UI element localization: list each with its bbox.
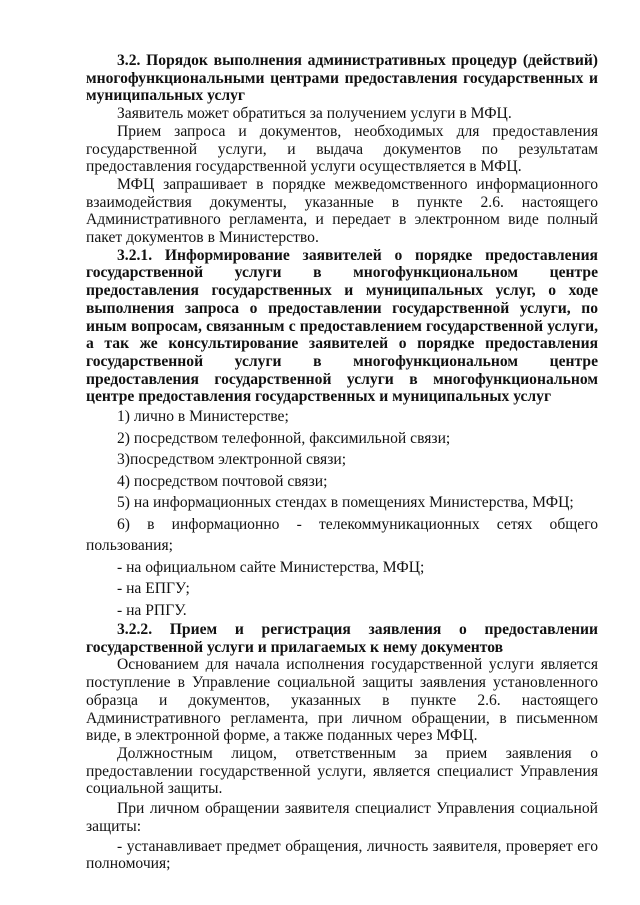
list-item: 6) в информационно - телекоммуникационных сетях общего пользования; xyxy=(86,515,598,555)
section-3-2-2-heading: 3.2.2. Прием и регистрация заявления о предоставлении государственной услуги и прилагаемых к нему документов xyxy=(86,621,598,656)
section-3-2-2-paragraph-1: Основанием для начала исполнения государственной услуги является поступление в Управление социальной защиты заявления установленного образца и документов, указанных в пункте 2.6. настоящего Административного регламента, при личном обращении, в письменном виде, в электронной форме, а также поданных через МФЦ. xyxy=(86,656,598,745)
section-3-2-paragraph-3: МФЦ запрашивает в порядке межведомственного информационного взаимодействия документы, указанные в пункте 2.6. настоящего Административного регламента, и передает в электронном виде полный пакет документов в Министерство. xyxy=(86,175,598,247)
section-3-2-paragraph-2: Прием запроса и документов, необходимых для предоставления государственной услуги, и выдача документов по результатам предоставления государственной услуги осуществляется в МФЦ. xyxy=(86,122,598,176)
list-item: 3)посредством электронной связи; xyxy=(117,451,347,469)
section-3-2-paragraph-1: Заявитель может обратиться за получением услуги в МФЦ. xyxy=(117,105,512,123)
list-item: - на ЕПГУ; xyxy=(117,580,190,598)
document-page xyxy=(86,52,598,873)
list-item: 5) на информационных стендах в помещениях Министерства, МФЦ; xyxy=(117,494,574,512)
section-3-2-heading: 3.2. Порядок выполнения административных процедур (действий) многофункциональными центрами предоставления государственных и муниципальных услуг xyxy=(86,52,598,105)
section-3-2-2-paragraph-4: - устанавливает предмет обращения, личность заявителя, проверяет его полномочия; xyxy=(86,837,598,873)
list-item: - на РПГУ. xyxy=(117,601,187,619)
section-3-2-2-paragraph-2: Должностным лицом, ответственным за прием заявления о предоставлении государственной услуги, является специалист Управления социальной защиты. xyxy=(86,744,598,798)
list-item: - на официальном сайте Министерства, МФЦ; xyxy=(117,558,425,576)
list-item: 2) посредством телефонной, факсимильной связи; xyxy=(117,429,451,447)
section-3-2-2-paragraph-3: При личном обращении заявителя специалист Управления социальной защиты: xyxy=(86,800,598,835)
list-item: 1) лично в Министерстве; xyxy=(117,408,289,426)
list-item: 4) посредством почтовой связи; xyxy=(117,472,328,490)
section-3-2-1-heading: 3.2.1. Информирование заявителей о порядке предоставления государственной услуги в многофункциональном центре предоставления государственных и муниципальных услуг, о ходе выполнения запроса о предоставлении государственной услуги, по иным вопросам, связанным с предоставлением государственной услуги, а так же консультирование заявителей о порядке предоставления государственной услуги в многофункциональном центре предоставления государственной услуги в многофункциональном центре предоставления государственных и муниципальных услуг xyxy=(86,246,598,406)
